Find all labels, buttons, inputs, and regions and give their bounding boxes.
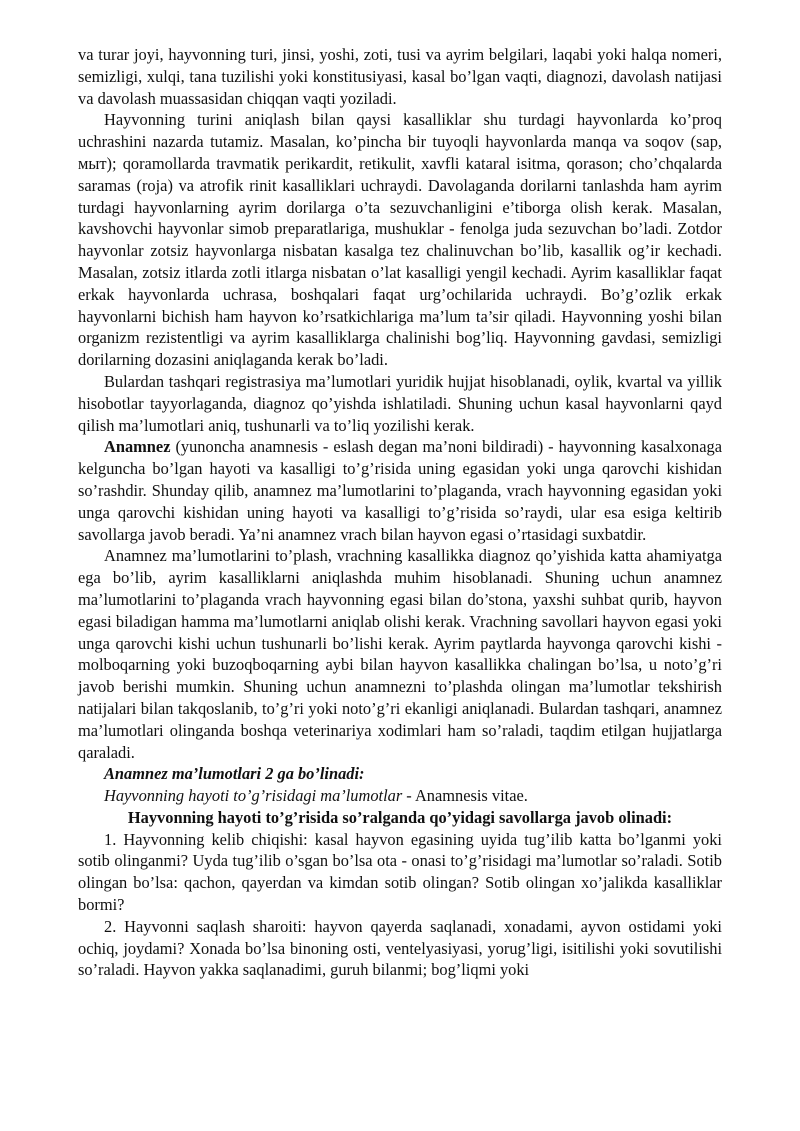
anamnesis-vitae-line [78, 785, 722, 807]
paragraph-registration-legal: Bulardan tashqari registrasiya ma’lumotlari yuridik hujjat hisoblanadi, oylik, kvartal va yillik hisobotlar tayyorlaganda, diagnoz qo’yishda ishlatiladi. Shuning uchun kasal hayvonlarni qayd qilish ma’lumotlari aniq, tushunarli va to’liq yozilishi kerak. [78, 371, 722, 435]
paragraph-registration-fields: va turar joyi, hayvonning turi, jinsi, yoshi, zoti, tusi va ayrim belgilari, laqabi yoki halqa nomeri, semizligi, xulqi, tana tuzilishi yoki konstitusiyasi, kasal bo’lgan vaqti, diagnozi, davolash natijasi va davolash muassasidan chiqqan vaqti yoziladi. [78, 45, 722, 108]
document-page [78, 44, 722, 981]
list-item-origin: 1. Hayvonning kelib chiqishi: kasal hayvon egasining uyida tug’ilib katta bo’lganmi yoki sotib olinganmi? Uyda tug’ilib o’sgan bo’lsa ota - onasi to’g’risidagi ma’lumotlar so’raladi. Sotib olingan bo’lsa: qachon, qayerdan va kimdan sotib olingan? Sotib olingan xo’jalikda kasalliklar bormi? [78, 829, 722, 915]
subheading-anamnesis-parts: Anamnez ma’lumotlari 2 ga bo’linadi: [104, 764, 365, 784]
paragraph-anamnesis-collection: Anamnez ma’lumotlarini to’plash, vrachning kasallikka diagnoz qo’yishida katta ahamiyatga ega bo’lib, ayrim kasalliklarni aniqlashda muhim hisoblanadi. Shuning uchun anamnez ma’lumotlarini to’plaganda vrach hayvonning egasi bilan do’stona, yaxshi suhbat qurib, hayvon egasi biladigan hamma ma’lumotlarni aniqlab olishi kerak. Vrachning savollari hayvon egasi yoki unga qarovchi kishi uchun tushunarli bo’lishi kerak. Ayrim paytlarda hayvonga qarovchi kishi - molboqarning yoki buzoqboqarning aybi bilan hayvon kasallikka chalingan bo’lsa, u noto’g’ri javob berishi mumkin. Shuning uchun anamnezni to’plashda olingan ma’lumotlar tekshirish natijalari bilan takqoslanib, to’g’ri yoki noto’g’ri ekanligi aniqlanadi. Bulardan tashqari, anamnez ma’lumotlari olinganda boshqa veterinariya xodimlari ham so’raladi, taqdim etilgan hujjatlarga qaraladi. [78, 546, 722, 762]
subheading-questions: Hayvonning hayoti to’g’risida so’ralganda qo’yidagi savollarga javob olinadi: [127, 807, 673, 827]
paragraph-anamnesis-definition [78, 436, 722, 545]
anamnesis-vitae-italic: Hayvonning hayoti to’g’risidagi ma’lumotlar [104, 786, 403, 806]
definition-text: (yunoncha anamnesis - eslash degan ma’noni bildiradi) - hayvonning kasalxonaga kelguncha bo’lgan hayoti va kasalligi to’g’risida uning egasidan yoki unga qarovchi kishidan so’rashdir. Shunday qilib, anamnez ma’lumotlarini to’plaganda, vrach hayvonning egasidan yoki unga qarovchi kishidan uning hayoti va kasalligi to’g’risida so’raydi, ular esa esiga keltirib savollarga javob beradi. Ya’ni anamnez vrach bilan hayvon egasi o’rtasidagi suxbatdir. [78, 437, 722, 544]
anamnesis-vitae-latin: - Anamnesis vitae. [402, 786, 528, 806]
term-anamnez: Anamnez [104, 437, 171, 457]
paragraph-animal-species: Hayvonning turini aniqlash bilan qaysi kasalliklar shu turdagi hayvonlarda ko’proq uchrashini nazarda tutamiz. Masalan, ko’pincha bir tuyoqli hayvonlarda manqa va soqov (sap, мыт); qoramollarda travmatik perikardit, retikulit, xavfli kataral isitma, qorason; cho’chqalarda saramas (roja) va atrofik rinit kasalliklari uchraydi. Davolaganda dorilarni tanlashda ham ayrim turdagi hayvonlarning ayrim dorilarga o’ta sezuvchanligini e’tiborga olish kerak. Masalan, kavshovchi hayvonlar simob preparatlariga, mushuklar - fenolga juda sezuvchan bo’ladi. Zotdor hayvonlar zotsiz hayvonlarga nisbatan kasalga tez chalinuvchan bo’lib, kasallik og’ir kechadi. Masalan, zotsiz itlarda zotli itlarga nisbatan o’lat kasalligi yengil kechadi. Ayrim kasalliklar faqat erkak hayvonlarda uchrasa, boshqalari faqat urg’ochilarida uchraydi. Bo’g’ozlik erkak hayvonlarni bichish ham hayvon ko’rsatkichlariga ma’lum ta’sir qiladi. Hayvonning yoshi bilan organizm rezistentligi va ayrim kasalliklarga chalinishi bog’liq. Hayvonning gavdasi, semizligi dorilarning dozasini aniqlaganda kerak bo’ladi. [78, 110, 722, 370]
list-item-housing: 2. Hayvonni saqlash sharoiti: hayvon qayerda saqlanadi, xonadami, ayvon ostidami yoki ochiq, joydami? Xonada bo’lsa binoning osti, ventelyasiyasi, yorug’ligi, isitilishi yoki sovutilishi so’raladi. Hayvon yakka saqlanadimi, guruh bilanmi; bog’liqmi yoki [78, 916, 722, 980]
